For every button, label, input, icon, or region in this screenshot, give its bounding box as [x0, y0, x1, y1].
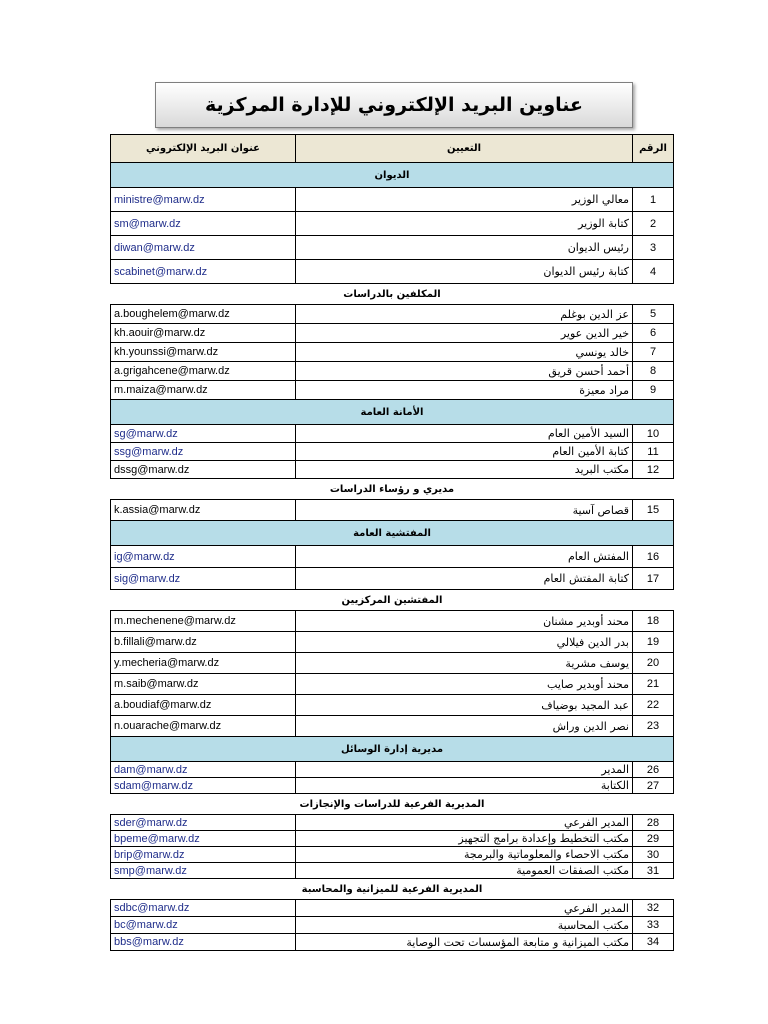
table-header-row — [111, 135, 674, 163]
section-header-row — [111, 163, 674, 188]
designation-cell: مكتب المحاسبة — [296, 917, 633, 934]
number-cell: 18 — [633, 611, 674, 632]
email-cell: a.grigahcene@marw.dz — [111, 362, 296, 381]
email-directory-table — [110, 134, 674, 951]
designation-cell: عز الدين بوغلم — [296, 305, 633, 324]
email-link[interactable]: brip@marw.dz — [111, 847, 296, 863]
designation-cell: كتابة رئيس الديوان — [296, 260, 633, 284]
designation-cell: محند أوبدير صايب — [296, 674, 633, 695]
table-row — [111, 260, 674, 284]
table-row — [111, 847, 674, 863]
table-row — [111, 236, 674, 260]
number-cell: 5 — [633, 305, 674, 324]
section-title: المكلفين بالدراسات — [111, 284, 674, 305]
section-header-row — [111, 879, 674, 900]
designation-cell: المدير — [296, 762, 633, 778]
designation-cell: كتابة الأمين العام — [296, 443, 633, 461]
email-cell: kh.aouir@marw.dz — [111, 324, 296, 343]
designation-cell: الكتابة — [296, 778, 633, 794]
email-cell: dssg@marw.dz — [111, 461, 296, 479]
table-row — [111, 674, 674, 695]
email-cell: m.maiza@marw.dz — [111, 381, 296, 400]
table-row — [111, 900, 674, 917]
designation-cell: مكتب الصفقات العمومية — [296, 863, 633, 879]
header-number: الرقم — [633, 135, 674, 163]
table-row — [111, 917, 674, 934]
table-row — [111, 500, 674, 521]
number-cell: 2 — [633, 212, 674, 236]
section-header-row — [111, 590, 674, 611]
email-link[interactable]: sdbc@marw.dz — [111, 900, 296, 917]
section-title: المديرية الفرعية للدراسات والإنجازات — [111, 794, 674, 815]
email-cell: b.fillali@marw.dz — [111, 632, 296, 653]
email-link[interactable]: sg@marw.dz — [111, 425, 296, 443]
designation-cell: عبد المجيد بوضياف — [296, 695, 633, 716]
section-header-row — [111, 400, 674, 425]
table-row — [111, 362, 674, 381]
table-row — [111, 305, 674, 324]
section-header-row — [111, 284, 674, 305]
number-cell: 1 — [633, 188, 674, 212]
email-cell: a.boudiaf@marw.dz — [111, 695, 296, 716]
header-designation: التعيين — [296, 135, 633, 163]
designation-cell: كتابة المفتش العام — [296, 568, 633, 590]
designation-cell: معالي الوزير — [296, 188, 633, 212]
section-header-row — [111, 479, 674, 500]
email-link[interactable]: bc@marw.dz — [111, 917, 296, 934]
number-cell: 3 — [633, 236, 674, 260]
page-title: عناوين البريد الإلكتروني للإدارة المركزية — [155, 82, 633, 128]
table-row — [111, 343, 674, 362]
section-title: مديرية إدارة الوسائل — [111, 737, 674, 762]
number-cell: 22 — [633, 695, 674, 716]
email-link[interactable]: diwan@marw.dz — [111, 236, 296, 260]
table-row — [111, 778, 674, 794]
number-cell: 7 — [633, 343, 674, 362]
email-cell: m.saib@marw.dz — [111, 674, 296, 695]
table-row — [111, 815, 674, 831]
number-cell: 32 — [633, 900, 674, 917]
table-row — [111, 568, 674, 590]
email-link[interactable]: ssg@marw.dz — [111, 443, 296, 461]
designation-cell: يوسف مشرية — [296, 653, 633, 674]
email-link[interactable]: ministre@marw.dz — [111, 188, 296, 212]
email-link[interactable]: smp@marw.dz — [111, 863, 296, 879]
header-email: عنوان البريد الإلكتروني — [111, 135, 296, 163]
email-link[interactable]: sder@marw.dz — [111, 815, 296, 831]
number-cell: 30 — [633, 847, 674, 863]
number-cell: 20 — [633, 653, 674, 674]
email-cell: kh.younssi@marw.dz — [111, 343, 296, 362]
table-row — [111, 188, 674, 212]
section-header-row — [111, 737, 674, 762]
section-title: الأمانة العامة — [111, 400, 674, 425]
number-cell: 28 — [633, 815, 674, 831]
number-cell: 33 — [633, 917, 674, 934]
designation-cell: مكتب الميزانية و متابعة المؤسسات تحت الوصاية — [296, 934, 633, 951]
section-title: الديوان — [111, 163, 674, 188]
number-cell: 4 — [633, 260, 674, 284]
designation-cell: مكتب التخطيط وإعدادة برامج التجهيز — [296, 831, 633, 847]
email-link[interactable]: sdam@marw.dz — [111, 778, 296, 794]
designation-cell: رئيس الديوان — [296, 236, 633, 260]
designation-cell: مكتب الاحصاء والمعلوماتية والبرمجة — [296, 847, 633, 863]
table-row — [111, 461, 674, 479]
email-link[interactable]: dam@marw.dz — [111, 762, 296, 778]
designation-cell: السيد الأمين العام — [296, 425, 633, 443]
number-cell: 10 — [633, 425, 674, 443]
email-cell: a.boughelem@marw.dz — [111, 305, 296, 324]
email-link[interactable]: sig@marw.dz — [111, 568, 296, 590]
number-cell: 12 — [633, 461, 674, 479]
designation-cell: المفتش العام — [296, 546, 633, 568]
table-row — [111, 212, 674, 236]
designation-cell: مراد معيزة — [296, 381, 633, 400]
designation-cell: نصر الدين وراش — [296, 716, 633, 737]
email-cell: m.mechenene@marw.dz — [111, 611, 296, 632]
section-title: مديري و رؤساء الدراسات — [111, 479, 674, 500]
table-row — [111, 632, 674, 653]
number-cell: 17 — [633, 568, 674, 590]
email-link[interactable]: ig@marw.dz — [111, 546, 296, 568]
table-row — [111, 762, 674, 778]
email-link[interactable]: scabinet@marw.dz — [111, 260, 296, 284]
table-row — [111, 653, 674, 674]
designation-cell: خالد يونسي — [296, 343, 633, 362]
table-row — [111, 546, 674, 568]
designation-cell: كتابة الوزير — [296, 212, 633, 236]
table-row — [111, 695, 674, 716]
designation-cell: المدير الفرعي — [296, 815, 633, 831]
designation-cell: أحمد أحسن قريق — [296, 362, 633, 381]
section-title: المفتشين المركزيين — [111, 590, 674, 611]
number-cell: 16 — [633, 546, 674, 568]
email-link[interactable]: bbs@marw.dz — [111, 934, 296, 951]
number-cell: 23 — [633, 716, 674, 737]
designation-cell: المدير الفرعي — [296, 900, 633, 917]
section-header-row — [111, 521, 674, 546]
table-row — [111, 425, 674, 443]
table-row — [111, 611, 674, 632]
number-cell: 27 — [633, 778, 674, 794]
number-cell: 21 — [633, 674, 674, 695]
email-cell: n.ouarache@marw.dz — [111, 716, 296, 737]
designation-cell: محند أوبدير مشنان — [296, 611, 633, 632]
designation-cell: قصاص آسية — [296, 500, 633, 521]
number-cell: 29 — [633, 831, 674, 847]
email-link[interactable]: sm@marw.dz — [111, 212, 296, 236]
number-cell: 15 — [633, 500, 674, 521]
section-title: المديرية الفرعية للميزانية والمحاسبة — [111, 879, 674, 900]
number-cell: 34 — [633, 934, 674, 951]
number-cell: 6 — [633, 324, 674, 343]
number-cell: 31 — [633, 863, 674, 879]
table-row — [111, 831, 674, 847]
email-link[interactable]: bpeme@marw.dz — [111, 831, 296, 847]
designation-cell: مكتب البريد — [296, 461, 633, 479]
table-row — [111, 934, 674, 951]
number-cell: 26 — [633, 762, 674, 778]
table-row — [111, 716, 674, 737]
email-cell: k.assia@marw.dz — [111, 500, 296, 521]
section-title: المفتشية العامة — [111, 521, 674, 546]
number-cell: 9 — [633, 381, 674, 400]
section-header-row — [111, 794, 674, 815]
designation-cell: بدر الدين فيلالي — [296, 632, 633, 653]
table-row — [111, 381, 674, 400]
table-row — [111, 863, 674, 879]
number-cell: 19 — [633, 632, 674, 653]
number-cell: 8 — [633, 362, 674, 381]
designation-cell: خير الدين عوير — [296, 324, 633, 343]
table-row — [111, 443, 674, 461]
table-row — [111, 324, 674, 343]
email-cell: y.mecheria@marw.dz — [111, 653, 296, 674]
number-cell: 11 — [633, 443, 674, 461]
